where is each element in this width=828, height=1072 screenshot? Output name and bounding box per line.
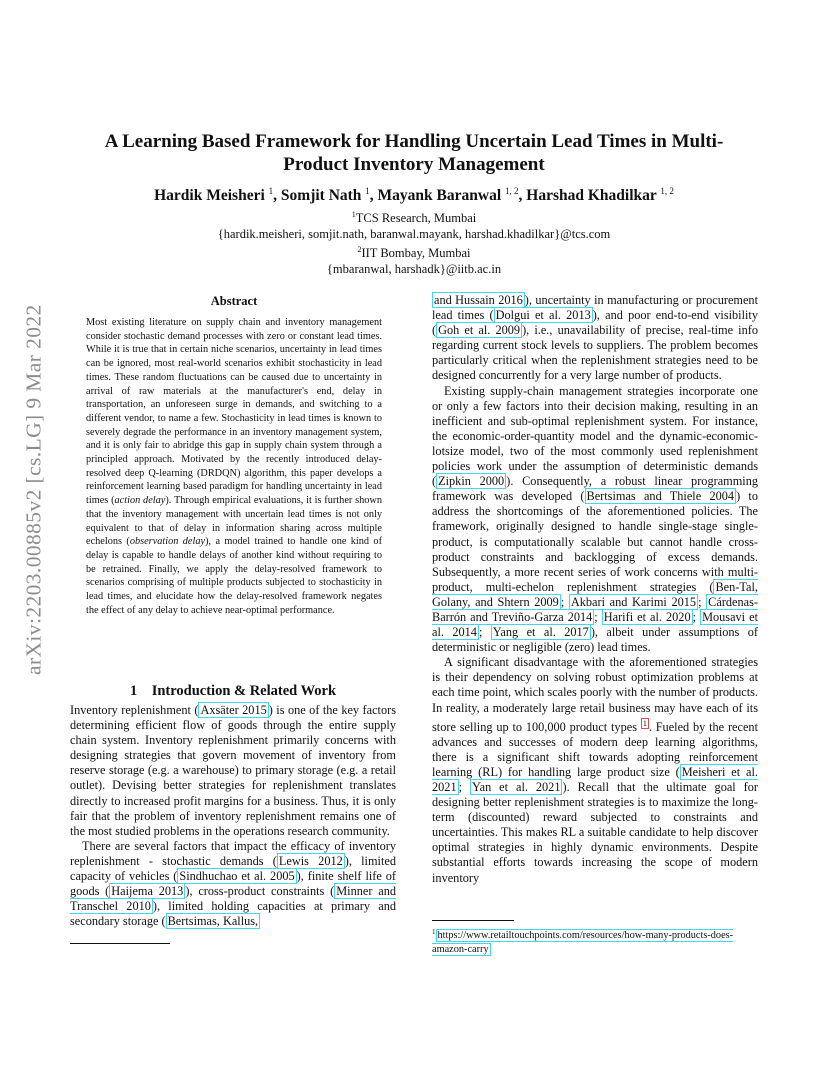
citation-link[interactable]: Minner and Transchel 2010: [70, 884, 396, 914]
paragraph: [432, 293, 758, 384]
body-text: ;: [478, 625, 491, 640]
left-column-body: [70, 703, 396, 929]
abstract-emphasis: observation delay: [129, 536, 206, 548]
citation-link[interactable]: Yang et al. 2017: [492, 625, 589, 640]
abstract-text-part: ), a model trained to handle one kind of delay is capable to handle delays of another kind without requiring to be retrained. Finally, we apply the delay-resolved framework to scenarios comprising of multiple products subjected to stochasticity in lead times, and elucidate how the delay-resolved framework negates the effect of any delay to achieve near-optimal performance.: [86, 536, 383, 616]
citation-link[interactable]: Axsäter 2015: [200, 703, 267, 717]
paragraph: [70, 839, 396, 930]
citation-link[interactable]: Bertsimas and Thiele 2004: [586, 489, 735, 504]
body-text: ), cross-product constraints (: [185, 884, 335, 899]
body-text: . Fueled by the recent advances and successes of modern deep learning algorithms, there is a significant shift towards adopting reinforcement learning (RL) for handling large product size (: [432, 719, 758, 779]
affiliation-number: 1: [351, 210, 356, 219]
abstract-text-part: ). Through empirical evaluations, it is further shown that the inventory management with uncertain lead times is not only equivalent to that of delay in information sharing across multiple echelons (: [86, 495, 382, 548]
abstract-text: [86, 316, 382, 617]
body-text: ), albeit under assumptions of deterministic or negligible (zero) lead times.: [432, 625, 758, 655]
body-text: ), limited holding capacities at primary and secondary storage (: [70, 899, 396, 929]
citation-link[interactable]: Lewis 2012: [278, 853, 343, 868]
citation-link[interactable]: Dolgui et al. 2013: [495, 308, 591, 323]
affiliation-2: [100, 242, 728, 261]
author-affiliation-mark: 1, 2: [505, 186, 519, 196]
body-text: There are several factors that impact the efficacy of inventory replenishment - stochastic demands (: [70, 838, 396, 868]
abstract-emphasis: action delay: [114, 495, 166, 507]
author-name: Hardik Meisheri: [154, 187, 265, 204]
paper-title: A Learning Based Framework for Handling Uncertain Lead Times in Multi-Product Inventory Management: [104, 131, 724, 175]
body-text: ;: [594, 609, 602, 624]
paragraph: [432, 655, 758, 885]
citation-link[interactable]: Yan et al. 2021: [471, 780, 561, 794]
affiliation-2-emails: {mbaranwal, harshadk}@iitb.ac.in: [326, 262, 502, 276]
body-text: ;: [458, 780, 470, 794]
author-affiliation-mark: 1: [365, 186, 370, 196]
citation-link[interactable]: Akbari and Karimi 2015: [570, 594, 697, 609]
footnote-url-link[interactable]: https://www.retailtouchpoints.com/resources/how-many-products-does-amazon-carry: [432, 930, 734, 955]
footnote-number: 1: [432, 928, 436, 936]
body-text: ;: [692, 609, 701, 624]
right-column-body: [432, 293, 758, 886]
author-name: Mayank Baranwal: [377, 187, 502, 204]
citation-link[interactable]: Ben-Tal, Golany, and Shtern 2009: [432, 579, 758, 609]
author-name: Somjit Nath: [280, 187, 362, 204]
paragraph: [432, 384, 758, 656]
abstract-heading: Abstract: [210, 294, 258, 308]
citation-link[interactable]: Meisheri et al. 2021: [432, 764, 758, 794]
body-text: ), i.e., unavailability of precise, real-time info regarding current stock levels to suppliers. The problem becomes particularly critical when the replenishment strategies need to be designed concurrently for a very large number of products.: [432, 323, 758, 383]
affiliation-number: 2: [357, 245, 362, 254]
citation-link[interactable]: Zipkin 2000: [438, 474, 505, 489]
footnote: [432, 925, 758, 957]
citation-link[interactable]: Sindhuchao et al. 2005: [179, 869, 295, 884]
section-title: Introduction & Related Work: [151, 683, 337, 699]
body-text: ) to address the shortcomings of the aforementioned policies. The framework, originally designed to handle single-stage single-product, is computationally scalable but cannot handle cross-product constraints and backlogging of excess demands. Subsequently, a more recent series of work concerns with multi-product, multi-echelon replenishment strategies (: [432, 489, 758, 594]
paragraph: [70, 703, 396, 839]
citation-link[interactable]: Mousavi et al. 2014: [432, 609, 758, 640]
footnote-link[interactable]: 1: [642, 718, 647, 728]
citation-link[interactable]: Harifi et al. 2020: [603, 609, 691, 624]
affiliation-name: IIT Bombay, Mumbai: [361, 246, 471, 260]
author-name: Harshad Khadilkar: [526, 187, 657, 204]
body-text: ), limited capacity of vehicles (: [70, 853, 396, 884]
citation-link[interactable]: Goh et al. 2009: [438, 323, 521, 338]
affiliation-1: [100, 207, 728, 226]
body-text: ), finite shelf life of goods (: [70, 869, 397, 899]
section-number: 1: [129, 683, 138, 699]
body-text: ;: [698, 594, 707, 609]
body-text: ), uncertainty in manufacturing or procurement lead times (: [432, 293, 758, 323]
body-text: ). Recall that the ultimate goal for designing better replenishment strategies is to maximize the long-term (discounted) reward subjected to constraints and uncertainties. This makes RL a suitable candidate to help discover optimal strategies in highly dynamic environments. Despite substantial efforts towards increasing the scope of modern inventory: [432, 780, 758, 885]
abstract-text-part: Most existing literature on supply chain and inventory management consider stochastic demand processes with zero or constant lead times. While it is true that in certain niche scenarios, uncertainty in lead times can be ignored, most real-world scenarios exhibit stochasticity in lead times. These random fluctuations can be caused due to uncertainty in arrival of raw materials at the manufacturer's end, delay in transportation, an unforeseen surge in demands, and switching to a different vendor, to name a few. Stochasticity in lead times is known to severely degrade the performance in an inventory management system, and it is only fair to abridge this gap in supply chain system through a principled approach. Motivated by the recently introduced delay-resolved deep Q-learning (DRDQN) algorithm, this paper develops a reinforcement learning based paradigm for handling uncertainty in lead times (: [86, 317, 382, 507]
author-affiliation-mark: 1, 2: [660, 186, 674, 196]
footnote-rule: [70, 943, 170, 944]
body-text: ), and poor end-to-end visibility (: [432, 308, 758, 338]
body-text: ) is one of the key factors determining efficient flow of goods through the entire supply chain system. Inventory replenishment primarily concerns with designing strategies that govern movement of inventory from reserve storage (e.g. a warehouse) to primary storage (e.g. a retail outlet). Devising better strategies for replenishment translates directly to increased profit margins for a business. Thus, it is only fair that the problem of inventory replenishment remains one of the most studied problems in the operations research community.: [70, 703, 396, 838]
arxiv-identifier[interactable]: arXiv:2203.00885v2 [cs.LG] 9 Mar 2022: [21, 304, 46, 676]
citation-link[interactable]: Bertsimas, Kallus,: [167, 914, 259, 929]
citation-link[interactable]: and Hussain 2016: [434, 293, 523, 307]
body-text: ;: [560, 594, 569, 609]
body-text: Inventory replenishment (: [70, 703, 199, 717]
author-list: Hardik Meisheri $^1$, Somjit Nath $^1$, Mayank Baranwal $^{1, 2}$, Harshad Khadilkar $^{1, 2}$: [154, 186, 674, 204]
affiliations: [100, 207, 728, 277]
body-text: ). Consequently, a robust linear programming framework was developed (: [432, 474, 758, 504]
section-heading: [70, 683, 396, 700]
footnote-rule: [432, 920, 514, 921]
body-text: A significant disadvantage with the aforementioned strategies is their dependency on solving robust optimization problems at each time point, which scales poorly with the number of products. In reality, a moderately large retail business may have each of its store selling up to 100,000 product types: [432, 655, 758, 734]
affiliation-name: TCS Research, Mumbai: [355, 211, 477, 225]
citation-link[interactable]: Cárdenas-Barrón and Treviño-Garza 2014: [432, 594, 758, 624]
citation-link[interactable]: Haijema 2013: [111, 884, 184, 899]
body-text: Existing supply-chain management strategies incorporate one or only a few factors into their decision making, resulting in an inefficient and sub-optimal replenishment system. For instance, the economic-order-quantity model and the dynamic-economic-lotsize model, two of the most commonly used replenishment policies work under the assumption of deterministic demands (: [432, 383, 758, 489]
author-affiliation-mark: 1: [268, 186, 274, 196]
affiliation-1-emails: {hardik.meisheri, somjit.nath, baranwal.mayank, harshad.khadilkar}@tcs.com: [217, 227, 611, 241]
